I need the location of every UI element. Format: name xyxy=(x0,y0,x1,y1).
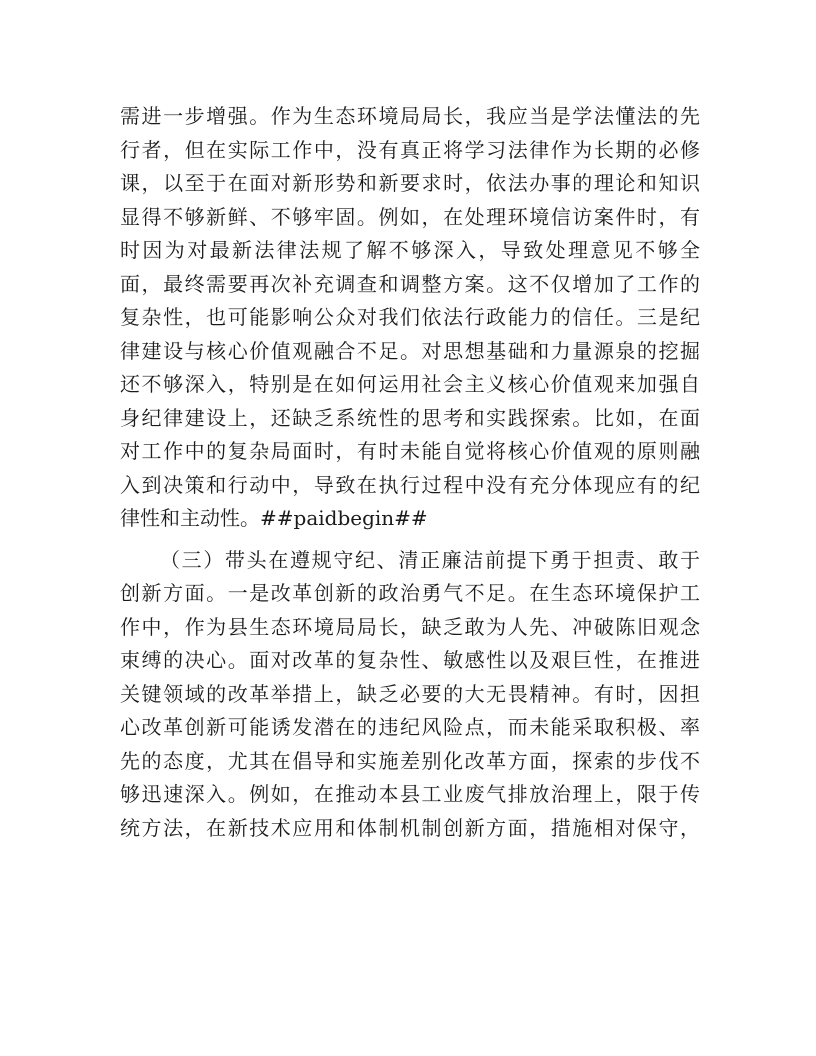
text-line: 关键领域的改革举措上，缺乏必要的大无畏精神。有时，因担 xyxy=(120,681,700,706)
text-line: 束缚的决心。面对改革的复杂性、敏感性以及艰巨性，在推进 xyxy=(120,648,700,672)
text-line: 先的态度，尤其在倡导和实施差别化改革方面，探索的步伐不 xyxy=(120,748,700,773)
text-line: 需进一步增强。作为生态环境局局长，我应当是学法懂法的先 xyxy=(120,104,700,128)
text-line: 统方法，在新技术应用和体制机制创新方面，措施相对保守， xyxy=(120,815,700,840)
text-line: 行者，但在实际工作中，没有真正将学习法律作为长期的必修 xyxy=(120,137,700,162)
text-line: 心改革创新可能诱发潜在的违纪风险点，而未能采取积极、率 xyxy=(120,715,700,739)
text-line: 时因为对最新法律法规了解不够深入，导致处理意见不够全 xyxy=(120,238,700,262)
text-line: 对工作中的复杂局面时，有时未能自觉将核心价值观的原则融 xyxy=(120,439,700,463)
text-line: 复杂性，也可能影响公众对我们依法行政能力的信任。三是纪 xyxy=(120,305,700,329)
text-line: 还不够深入，特别是在如何运用社会主义核心价值观来加强自 xyxy=(120,372,700,396)
text-line: 够迅速深入。例如，在推动本县工业废气排放治理上，限于传 xyxy=(120,782,700,806)
text-line: 创新方面。一是改革创新的政治勇气不足。在生态环境保护工 xyxy=(120,581,700,605)
paragraph xyxy=(120,100,700,536)
text-line: 律性和主动性。##paidbegin## xyxy=(120,506,428,530)
paragraph xyxy=(120,544,700,846)
text-line: 作中，作为县生态环境局局长，缺乏敢为人先、冲破陈旧观念 xyxy=(120,614,700,639)
text-line: 面，最终需要再次补充调查和调整方案。这不仅增加了工作的 xyxy=(120,271,700,296)
document-body xyxy=(120,100,700,845)
text-line: 入到决策和行动中，导致在执行过程中没有充分体现应有的纪 xyxy=(120,472,700,497)
text-line: 课，以至于在面对新形势和新要求时，依法办事的理论和知识 xyxy=(120,171,700,195)
paragraph-spacer xyxy=(120,536,700,544)
text-line: 律建设与核心价值观融合不足。对思想基础和力量源泉的挖掘 xyxy=(120,338,700,363)
text-line: 身纪律建设上，还缺乏系统性的思考和实践探索。比如，在面 xyxy=(120,405,700,430)
text-line: 显得不够新鲜、不够牢固。例如，在处理环境信访案件时，有 xyxy=(120,204,700,229)
text-line: （三）带头在遵规守纪、清正廉洁前提下勇于担责、敢于 xyxy=(160,547,700,572)
